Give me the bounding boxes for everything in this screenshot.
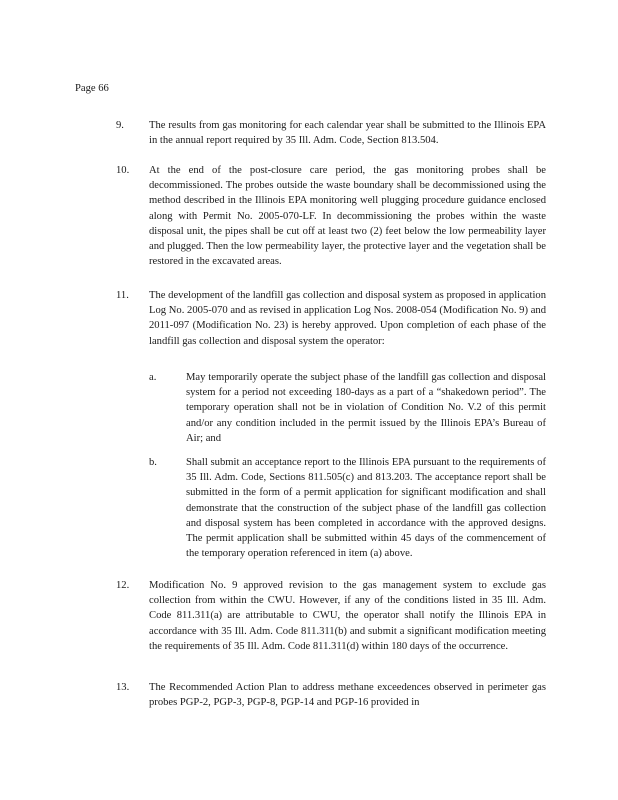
condition-text: The development of the landfill gas collection and disposal system as proposed in application Log No. 2005-070 and as revised in application Log Nos. 2008-054 (Modification No. 9) and 2011-097 (Modification No. 23) is hereby approved. Upon completion of each phase of the landfill gas collection and disposal system the operator: (149, 290, 546, 347)
subitem-label: a. (149, 372, 157, 383)
condition-9 (116, 118, 546, 148)
condition-text: The Recommended Action Plan to address methane exceedences observed in perimeter gas probes PGP-2, PGP-3, PGP-8, PGP-14 and PGP-16 provided in (149, 682, 546, 709)
condition-text: Modification No. 9 approved revision to the gas management system to exclude gas collection from within the CWU. However, if any of the conditions listed in 35 Ill. Adm. Code 811.311(a) are attributable to CWU, the operator shall notify the Illinois EPA in accordance with 35 Ill. Adm. Code 811.311(b) and submit a significant modification meeting the requirements of 35 Ill. Adm. Code 811.311(d) within 180 days of the occurrence. (149, 580, 546, 652)
condition-10 (116, 163, 546, 269)
condition-text: The results from gas monitoring for each calendar year shall be submitted to the Illinois EPA in the annual report required by 35 Ill. Adm. Code, Section 813.504. (149, 120, 546, 147)
page-label: Page 66 (75, 83, 109, 94)
condition-13 (116, 680, 546, 710)
condition-number: 12. (116, 580, 130, 591)
condition-number: 9. (116, 120, 124, 131)
condition-11-subitem-b (149, 455, 546, 561)
subitem-label: b. (149, 457, 157, 468)
condition-12 (116, 578, 546, 654)
condition-11 (116, 288, 546, 349)
condition-number: 11. (116, 290, 129, 301)
condition-number: 10. (116, 165, 130, 176)
condition-text: At the end of the post-closure care period, the gas monitoring probes shall be decommissioned. The probes outside the waste boundary shall be decommissioned using the method described in the Illinois EPA monitoring well plugging procedure guidance enclosed along with Permit No. 2005-070-LF. In decommissioning the probes within the waste disposal unit, the pipes shall be cut off at least two (2) feet below the low permeability layer and plugged. Then the low permeability layer, the protective layer and the vegetation shall be restored in the excavated areas. (149, 165, 546, 268)
condition-number: 13. (116, 682, 130, 693)
subitem-text: Shall submit an acceptance report to the Illinois EPA pursuant to the requirements of 35 Ill. Adm. Code, Sections 811.505(c) and 813.203. The acceptance report shall be submitted in the form of a permit application for significant modification and shall demonstrate that the construction of the subject phase of the landfill gas collection and disposal system has been completed in accordance with the approved designs. The permit application shall be submitted within 45 days of the commencement of the temporary operation referenced in item (a) above. (186, 457, 546, 560)
condition-11-subitem-a (149, 370, 546, 446)
subitem-text: May temporarily operate the subject phase of the landfill gas collection and disposal system for a period not exceeding 180-days as a part of a “shakedown period”. The temporary operation shall not be in violation of Condition No. V.2 of this permit and/or any condition included in the permit issued by the Illinois EPA’s Bureau of Air; and (186, 372, 546, 444)
